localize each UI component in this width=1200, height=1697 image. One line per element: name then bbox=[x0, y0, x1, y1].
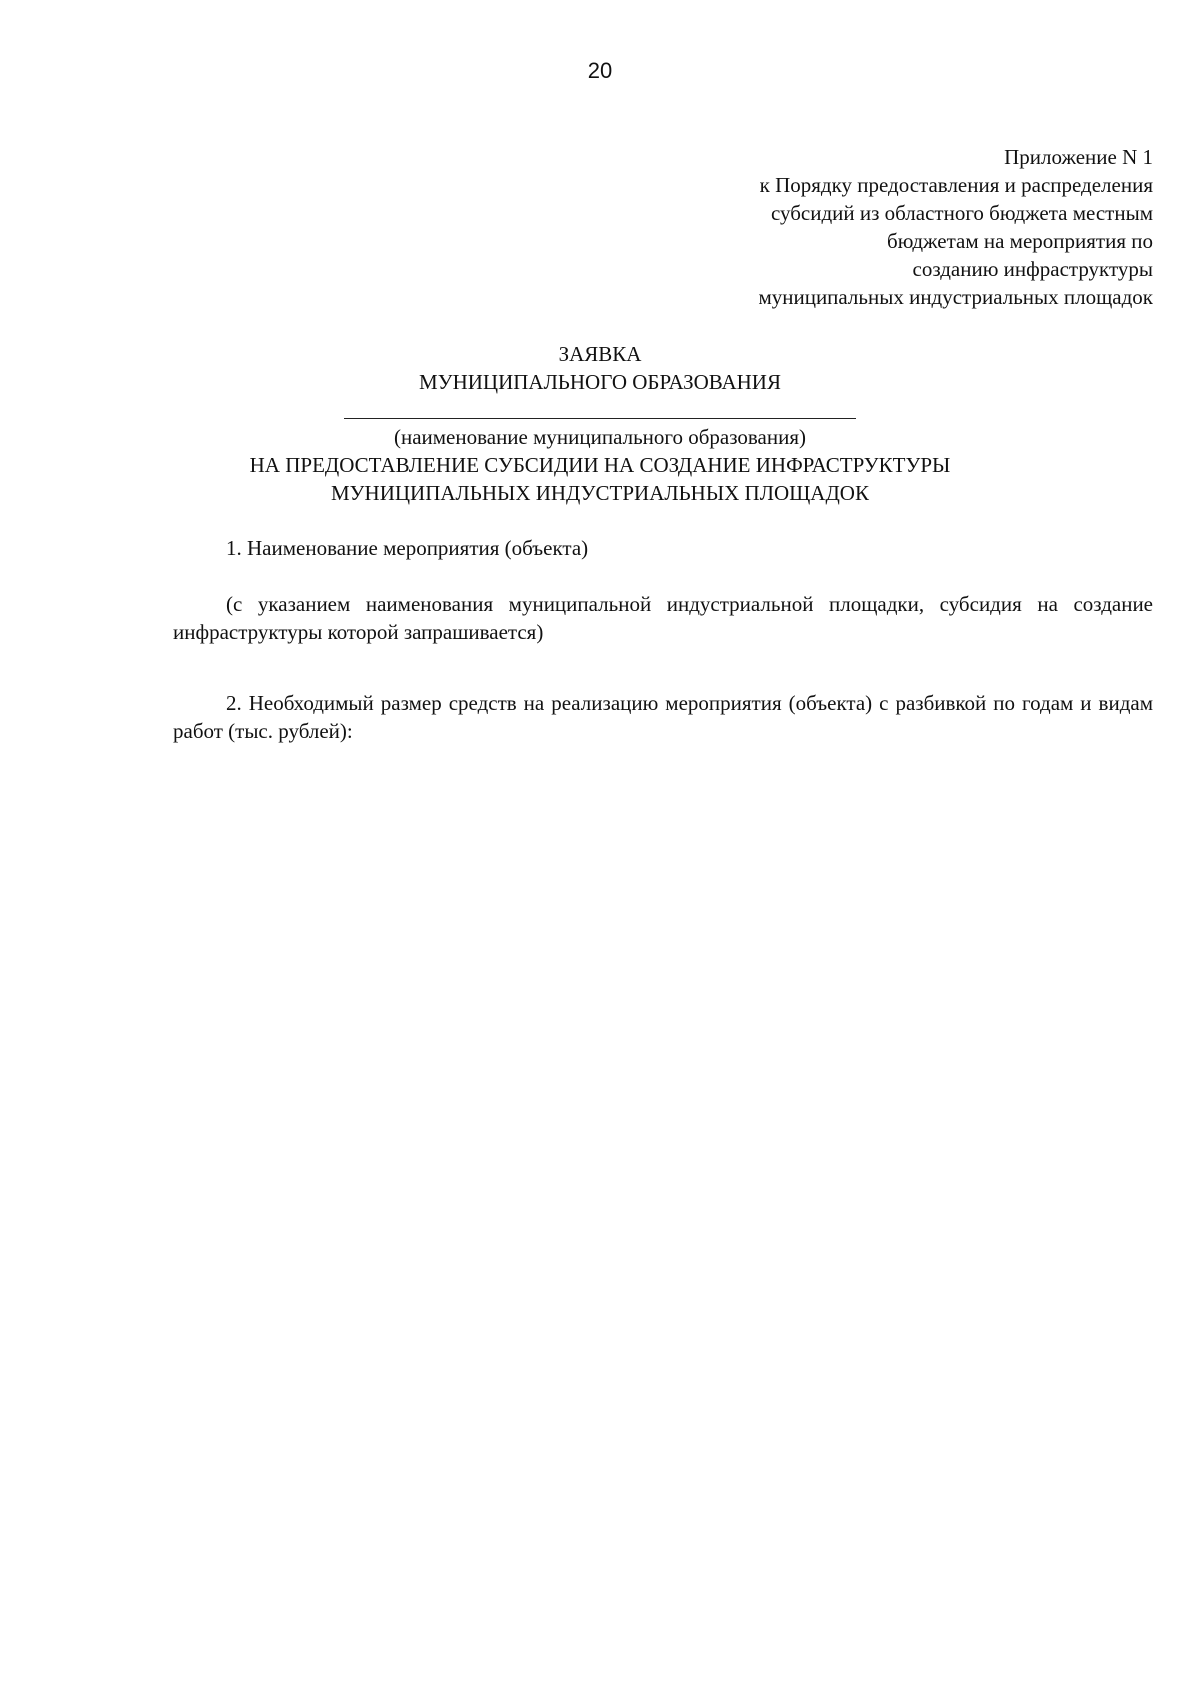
page-number: 20 bbox=[587, 58, 613, 83]
municipality-name-blank bbox=[344, 418, 856, 419]
appendix-line: к Порядку предоставления и распределения bbox=[759, 173, 1153, 197]
section-1-note: (с указанием наименования муниципальной индустриальной площадки, субсидия на создание инфраструктуры которой запрашивается) bbox=[173, 592, 1153, 644]
appendix-line: созданию инфраструктуры bbox=[912, 257, 1153, 281]
appendix-line: Приложение N 1 bbox=[1004, 145, 1153, 169]
appendix-line: муниципальных индустриальных площадок bbox=[758, 285, 1153, 309]
appendix-line: бюджетам на мероприятия по bbox=[887, 229, 1153, 253]
appendix-line: субсидий из областного бюджета местным bbox=[770, 201, 1153, 225]
title-line-municipality: МУНИЦИПАЛЬНОГО ОБРАЗОВАНИЯ bbox=[419, 370, 781, 394]
document-title bbox=[0, 340, 1200, 507]
municipality-name-caption: (наименование муниципального образования) bbox=[393, 425, 807, 449]
section-1-heading: 1. Наименование мероприятия (объекта) bbox=[226, 536, 589, 560]
appendix-header bbox=[553, 143, 1153, 311]
title-line-application: ЗАЯВКА bbox=[558, 342, 642, 366]
title-line-sites: МУНИЦИПАЛЬНЫХ ИНДУСТРИАЛЬНЫХ ПЛОЩАДОК bbox=[331, 481, 869, 505]
section-2-heading: 2. Необходимый размер средств на реализацию мероприятия (объекта) с разбивкой по годам и видам работ (тыс. рублей): bbox=[173, 691, 1153, 743]
title-line-subsidy: НА ПРЕДОСТАВЛЕНИЕ СУБСИДИИ НА СОЗДАНИЕ ИНФРАСТРУКТУРЫ bbox=[249, 453, 951, 477]
